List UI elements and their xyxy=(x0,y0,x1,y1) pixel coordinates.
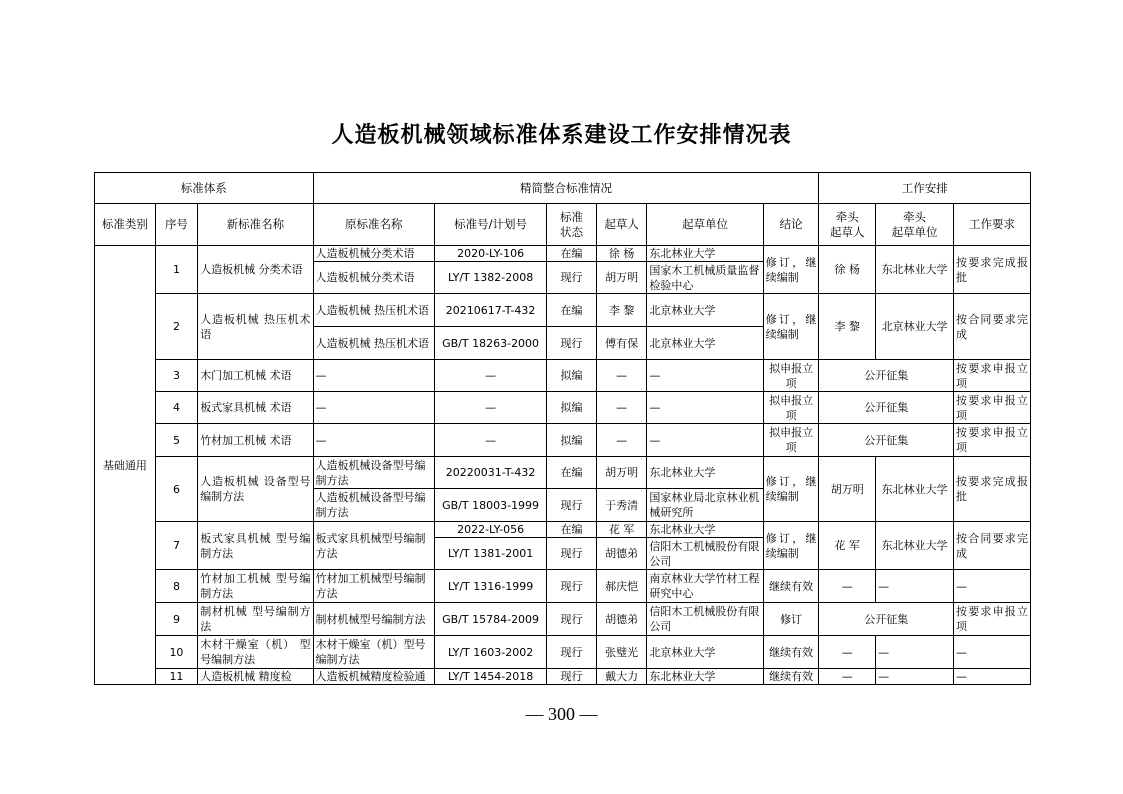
orig-name-cell: 人造板机械分类术语 xyxy=(313,262,434,294)
orig-name-cell: 人造板机械分类术语 xyxy=(313,246,434,262)
drafter-cell: 李 黎 xyxy=(596,294,647,327)
lead-drafter-cell: 徐 杨 xyxy=(819,246,876,294)
conclusion-cell: 修订，继续编制 xyxy=(763,294,819,360)
std-no-cell: — xyxy=(434,392,546,424)
std-no-cell: 20210617-T-432 xyxy=(434,294,546,327)
unit-cell: 南京林业大学竹材工程研究中心 xyxy=(647,570,763,603)
table-row xyxy=(95,392,1031,424)
drafter-cell: 张璧光 xyxy=(596,636,647,669)
std-no-cell: 2020-LY-106 xyxy=(434,246,546,262)
table-row xyxy=(95,246,1031,262)
drafter-cell: 胡万明 xyxy=(596,457,647,489)
unit-cell: 东北林业大学 xyxy=(647,669,763,685)
requirement-cell: 按要求申报立项 xyxy=(954,424,1031,457)
seq-cell: 5 xyxy=(155,424,197,457)
requirement-cell: 按要求申报立项 xyxy=(954,392,1031,424)
page-title: 人造板机械领域标准体系建设工作安排情况表 xyxy=(331,122,792,148)
unit-cell: 国家木工机械质量监督检验中心 xyxy=(647,262,763,294)
header-orig-name: 原标准名称 xyxy=(313,204,434,246)
std-no-cell: LY/T 1382-2008 xyxy=(434,262,546,294)
header-seq: 序号 xyxy=(155,204,197,246)
requirement-cell: 按要求申报立项 xyxy=(954,360,1031,392)
unit-cell: — xyxy=(647,392,763,424)
orig-name-cell: — xyxy=(313,424,434,457)
header-lead-drafter: 牵头 起草人 xyxy=(819,204,876,246)
lead-drafter-cell: 李 黎 xyxy=(819,294,876,360)
status-cell: 在编 xyxy=(547,246,597,262)
header-std-no: 标准号/计划号 xyxy=(434,204,546,246)
conclusion-cell: 修订，继续编制 xyxy=(763,522,819,570)
std-no-cell: — xyxy=(434,424,546,457)
header-new-name: 新标准名称 xyxy=(198,204,313,246)
drafter-cell: — xyxy=(596,424,647,457)
status-cell: 拟编 xyxy=(547,360,597,392)
lead-combined-cell: 公开征集 xyxy=(819,603,954,636)
header-draft-unit: 起草单位 xyxy=(647,204,763,246)
seq-cell: 11 xyxy=(155,669,197,685)
table-row xyxy=(95,603,1031,636)
orig-name-cell: 人造板机械设备型号编制方法 xyxy=(313,489,434,522)
drafter-cell: 花 军 xyxy=(596,522,647,538)
orig-name-cell: — xyxy=(313,360,434,392)
drafter-cell: 于秀清 xyxy=(596,489,647,522)
new-name-cell: 人造板机械 热压机术语 xyxy=(198,294,313,360)
requirement-cell: 按要求申报立项 xyxy=(954,603,1031,636)
lead-drafter-cell: — xyxy=(819,570,876,603)
requirement-cell: — xyxy=(954,669,1031,685)
seq-cell: 6 xyxy=(155,457,197,522)
orig-name-cell: 人造板机械精度检验通 xyxy=(313,669,434,685)
lead-combined-cell: 公开征集 xyxy=(819,424,954,457)
drafter-cell: 徐 杨 xyxy=(596,246,647,262)
drafter-cell: — xyxy=(596,360,647,392)
status-cell: 现行 xyxy=(547,603,597,636)
status-cell: 现行 xyxy=(547,327,597,360)
header-column-row xyxy=(95,204,1031,246)
category-cell: 基础通用 xyxy=(95,246,156,685)
std-no-cell: GB/T 18263-2000 xyxy=(434,327,546,360)
requirement-cell: — xyxy=(954,636,1031,669)
std-no-cell: GB/T 18003-1999 xyxy=(434,489,546,522)
status-cell: 现行 xyxy=(547,570,597,603)
unit-cell: 东北林业大学 xyxy=(647,457,763,489)
requirement-cell: 按合同要求完成 xyxy=(954,294,1031,360)
requirement-cell: 按合同要求完成 xyxy=(954,522,1031,570)
table-row xyxy=(95,360,1031,392)
conclusion-cell: 继续有效 xyxy=(763,669,819,685)
unit-cell: 北京林业大学 xyxy=(647,327,763,360)
header-drafter: 起草人 xyxy=(596,204,647,246)
lead-drafter-cell: 胡万明 xyxy=(819,457,876,522)
lead-combined-cell: 公开征集 xyxy=(819,360,954,392)
status-cell: 现行 xyxy=(547,538,597,570)
new-name-cell: 板式家具机械 型号编制方法 xyxy=(198,522,313,570)
new-name-cell: 板式家具机械 术语 xyxy=(198,392,313,424)
lead-unit-cell: 北京林业大学 xyxy=(876,294,954,360)
header-group-row xyxy=(95,173,1031,204)
status-cell: 现行 xyxy=(547,669,597,685)
drafter-cell: 傅有保 xyxy=(596,327,647,360)
orig-name-cell: 竹材加工机械型号编制方法 xyxy=(313,570,434,603)
lead-combined-cell: 公开征集 xyxy=(819,392,954,424)
table-row xyxy=(95,522,1031,538)
table-row xyxy=(95,294,1031,327)
unit-cell: 信阳木工机械股份有限公司 xyxy=(647,538,763,570)
drafter-cell: 戴大力 xyxy=(596,669,647,685)
header-category: 标准类别 xyxy=(95,204,156,246)
seq-cell: 9 xyxy=(155,603,197,636)
orig-name-cell: 人造板机械 热压机术语 xyxy=(313,294,434,327)
seq-cell: 10 xyxy=(155,636,197,669)
status-cell: 在编 xyxy=(547,522,597,538)
lead-drafter-cell: — xyxy=(819,636,876,669)
new-name-cell: 木材干燥室（机） 型号编制方法 xyxy=(198,636,313,669)
new-name-cell: 人造板机械 分类术语 xyxy=(198,246,313,294)
lead-drafter-cell: — xyxy=(819,669,876,685)
orig-name-cell: 制材机械型号编制方法 xyxy=(313,603,434,636)
new-name-cell: 木门加工机械 术语 xyxy=(198,360,313,392)
seq-cell: 7 xyxy=(155,522,197,570)
header-conclusion: 结论 xyxy=(763,204,819,246)
new-name-cell: 制材机械 型号编制方法 xyxy=(198,603,313,636)
std-no-cell: LY/T 1316-1999 xyxy=(434,570,546,603)
header-standard-system: 标准体系 xyxy=(95,173,314,204)
lead-unit-cell: 东北林业大学 xyxy=(876,522,954,570)
conclusion-cell: 继续有效 xyxy=(763,636,819,669)
orig-name-cell: 木材干燥室（机）型号编制方法 xyxy=(313,636,434,669)
std-no-cell: GB/T 15784-2009 xyxy=(434,603,546,636)
std-no-cell: LY/T 1454-2018 xyxy=(434,669,546,685)
lead-unit-cell: 东北林业大学 xyxy=(876,246,954,294)
header-status: 标准 状态 xyxy=(547,204,597,246)
std-no-cell: LY/T 1603-2002 xyxy=(434,636,546,669)
new-name-cell: 竹材加工机械 型号编制方法 xyxy=(198,570,313,603)
orig-name-cell: 板式家具机械型号编制方法 xyxy=(313,522,434,570)
header-work-arrangement: 工作安排 xyxy=(819,173,1031,204)
conclusion-cell: 修订 xyxy=(763,603,819,636)
table-row xyxy=(95,669,1031,685)
header-requirement: 工作要求 xyxy=(954,204,1031,246)
orig-name-cell: 人造板机械设备型号编制方法 xyxy=(313,457,434,489)
unit-cell: 北京林业大学 xyxy=(647,636,763,669)
page-number: — 300 — xyxy=(525,704,598,724)
new-name-cell: 竹材加工机械 术语 xyxy=(198,424,313,457)
new-name-cell: 人造板机械 设备型号编制方法 xyxy=(198,457,313,522)
conclusion-cell: 拟申报立项 xyxy=(763,424,819,457)
lead-unit-cell: — xyxy=(876,669,954,685)
orig-name-cell: 人造板机械 热压机术语 xyxy=(313,327,434,360)
lead-unit-cell: — xyxy=(876,570,954,603)
table-row xyxy=(95,457,1031,489)
drafter-cell: 胡万明 xyxy=(596,262,647,294)
std-no-cell: 2022-LY-056 xyxy=(434,522,546,538)
seq-cell: 1 xyxy=(155,246,197,294)
conclusion-cell: 继续有效 xyxy=(763,570,819,603)
status-cell: 现行 xyxy=(547,489,597,522)
seq-cell: 3 xyxy=(155,360,197,392)
status-cell: 在编 xyxy=(547,294,597,327)
requirement-cell: 按要求完成报批 xyxy=(954,457,1031,522)
lead-unit-cell: — xyxy=(876,636,954,669)
unit-cell: — xyxy=(647,424,763,457)
unit-cell: — xyxy=(647,360,763,392)
status-cell: 拟编 xyxy=(547,392,597,424)
unit-cell: 东北林业大学 xyxy=(647,522,763,538)
orig-name-cell: — xyxy=(313,392,434,424)
status-cell: 现行 xyxy=(547,262,597,294)
status-cell: 现行 xyxy=(547,636,597,669)
lead-unit-cell: 东北林业大学 xyxy=(876,457,954,522)
seq-cell: 2 xyxy=(155,294,197,360)
header-lead-unit: 牵头 起草单位 xyxy=(876,204,954,246)
drafter-cell: 郝庆恺 xyxy=(596,570,647,603)
standards-table xyxy=(94,172,1031,685)
table-row xyxy=(95,636,1031,669)
drafter-cell: 胡德弟 xyxy=(596,538,647,570)
table-row xyxy=(95,424,1031,457)
requirement-cell: — xyxy=(954,570,1031,603)
std-no-cell: LY/T 1381-2001 xyxy=(434,538,546,570)
drafter-cell: — xyxy=(596,392,647,424)
conclusion-cell: 修订，继续编制 xyxy=(763,457,819,522)
drafter-cell: 胡德弟 xyxy=(596,603,647,636)
seq-cell: 4 xyxy=(155,392,197,424)
header-integration: 精简整合标准情况 xyxy=(313,173,819,204)
unit-cell: 国家林业局北京林业机械研究所 xyxy=(647,489,763,522)
unit-cell: 信阳木工机械股份有限公司 xyxy=(647,603,763,636)
status-cell: 在编 xyxy=(547,457,597,489)
conclusion-cell: 拟申报立项 xyxy=(763,360,819,392)
std-no-cell: 20220031-T-432 xyxy=(434,457,546,489)
table-row xyxy=(95,570,1031,603)
unit-cell: 北京林业大学 xyxy=(647,294,763,327)
seq-cell: 8 xyxy=(155,570,197,603)
conclusion-cell: 修订，继续编制 xyxy=(763,246,819,294)
status-cell: 拟编 xyxy=(547,424,597,457)
lead-drafter-cell: 花 军 xyxy=(819,522,876,570)
new-name-cell: 人造板机械 精度检 xyxy=(198,669,313,685)
unit-cell: 东北林业大学 xyxy=(647,246,763,262)
std-no-cell: — xyxy=(434,360,546,392)
conclusion-cell: 拟申报立项 xyxy=(763,392,819,424)
requirement-cell: 按要求完成报批 xyxy=(954,246,1031,294)
